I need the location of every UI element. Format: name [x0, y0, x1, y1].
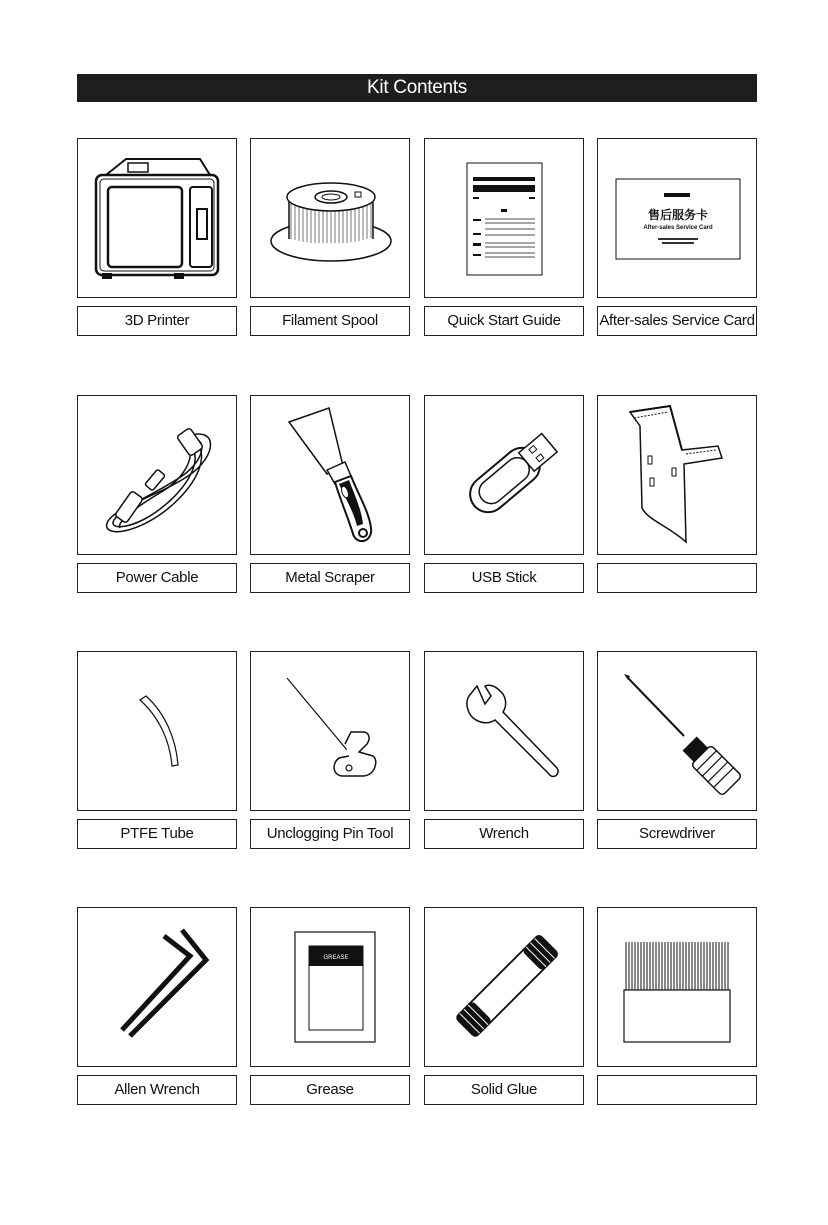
item-label: Grease: [250, 1075, 410, 1105]
item-label: USB Stick: [424, 563, 584, 593]
item-label: Allen Wrench: [77, 1075, 237, 1105]
item-image-frame: [424, 907, 584, 1067]
item-label: Metal Scraper: [250, 563, 410, 593]
item-image-frame: [77, 395, 237, 555]
item-image-frame: [77, 651, 237, 811]
quick-start-guide-icon: [425, 139, 583, 297]
item-label: Power Cable: [77, 563, 237, 593]
item-image-frame: [597, 395, 757, 555]
item-label: Filament Spool: [250, 306, 410, 336]
printer-icon: [78, 139, 236, 297]
item-image-frame: [597, 907, 757, 1067]
grease-packet-text: GREASE: [323, 955, 349, 961]
item-label: Solid Glue: [424, 1075, 584, 1105]
card-title-text: 售后服务卡: [647, 208, 709, 222]
item-label: Unclogging Pin Tool: [250, 819, 410, 849]
unclogging-pin-icon: [251, 652, 409, 810]
item-image-frame: [424, 651, 584, 811]
item-image-frame: [597, 138, 757, 298]
card-subtitle-text: After-sales Service Card: [643, 225, 713, 231]
item-label: Wrench: [424, 819, 584, 849]
item-label: Screwdriver: [597, 819, 757, 849]
power-cable-icon: [78, 396, 236, 554]
item-label: Quick Start Guide: [424, 306, 584, 336]
filament-guide-bracket-icon: [598, 396, 756, 554]
item-label: After-sales Service Card: [597, 306, 757, 336]
item-label: [597, 563, 757, 593]
item-label: [597, 1075, 757, 1105]
wrench-icon: [425, 652, 583, 810]
item-image-frame: [250, 395, 410, 555]
item-label: PTFE Tube: [77, 819, 237, 849]
item-image-frame: [77, 138, 237, 298]
usb-stick-icon: [425, 396, 583, 554]
item-image-frame: [250, 907, 410, 1067]
item-image-frame: [250, 651, 410, 811]
item-image-frame: [250, 138, 410, 298]
ptfe-tube-icon: [78, 652, 236, 810]
item-image-frame: [77, 907, 237, 1067]
grease-icon: [251, 908, 409, 1066]
cleaning-brush-icon: [598, 908, 756, 1066]
filament-spool-icon: [251, 139, 409, 297]
service-card-icon: [598, 139, 756, 297]
item-image-frame: [597, 651, 757, 811]
item-image-frame: [424, 395, 584, 555]
screwdriver-icon: [598, 652, 756, 810]
glue-stick-icon: [425, 908, 583, 1066]
item-image-frame: [424, 138, 584, 298]
item-label: 3D Printer: [77, 306, 237, 336]
allen-wrench-icon: [78, 908, 236, 1066]
metal-scraper-icon: [251, 396, 409, 554]
page-title: Kit Contents: [77, 74, 757, 102]
